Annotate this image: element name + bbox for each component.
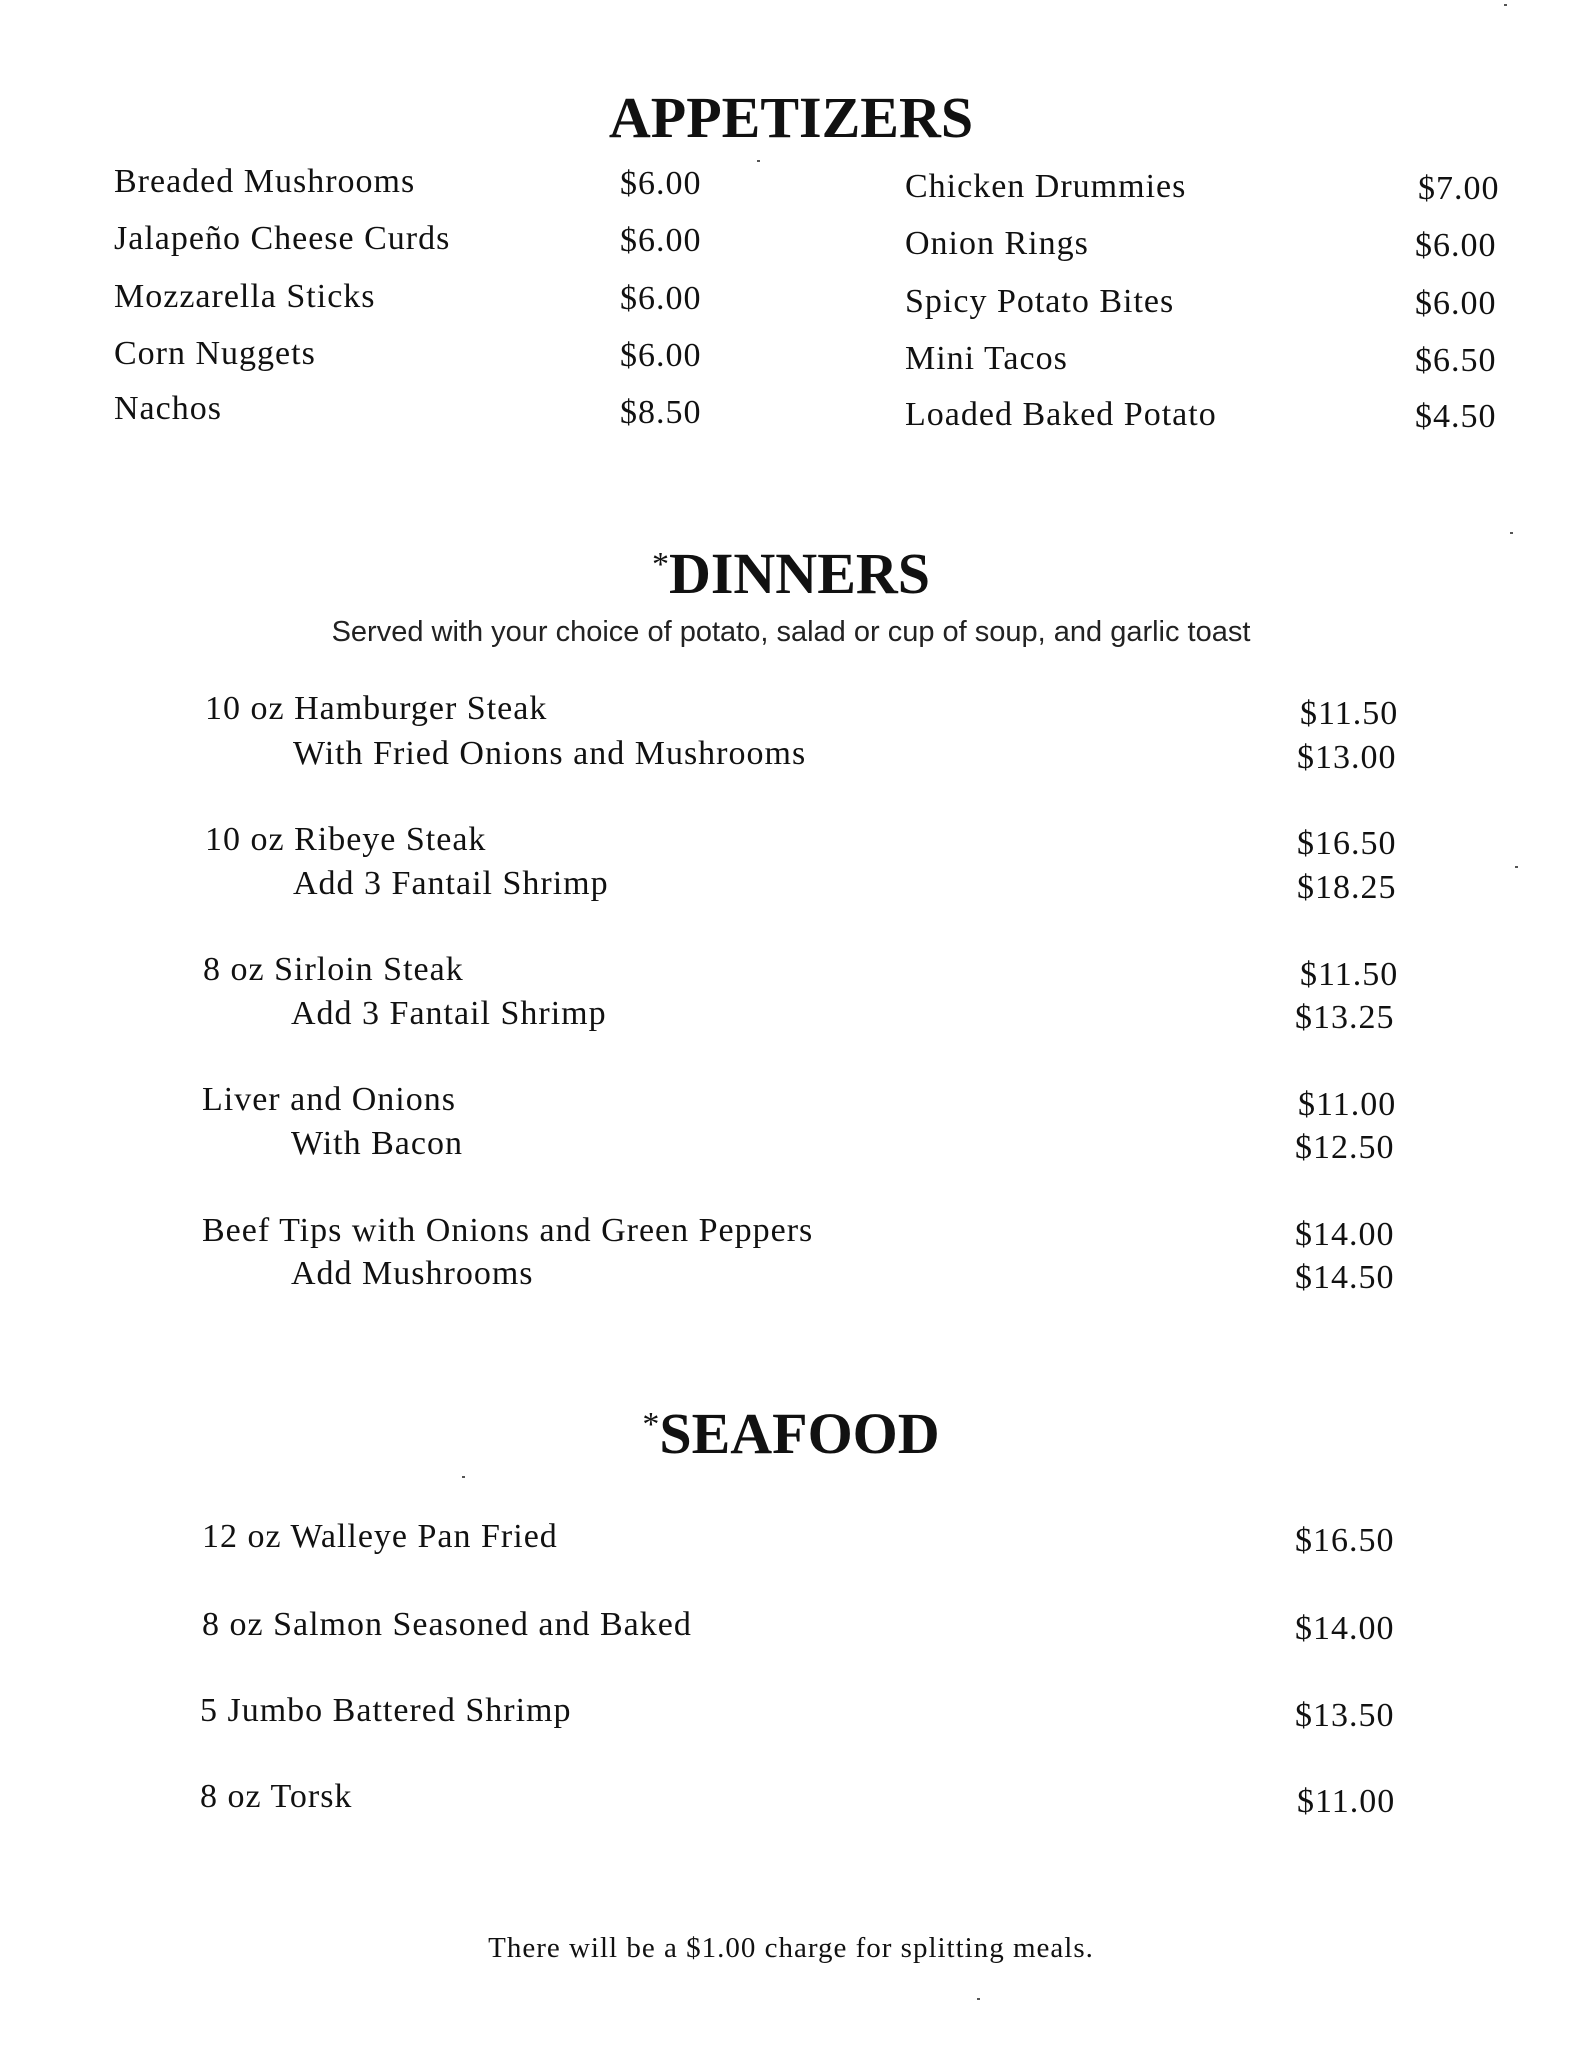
seafood-name: 12 oz Walleye Pan Fried (202, 1518, 558, 1555)
seafood-price: $11.00 (1297, 1783, 1396, 1820)
scan-speck (977, 1998, 980, 2000)
appetizer-price: $4.50 (1415, 398, 1497, 435)
appetizer-price: $6.00 (620, 222, 702, 259)
appetizer-price: $6.00 (620, 337, 702, 374)
seafood-heading-text: SEAFOOD (659, 1401, 940, 1466)
seafood-heading (0, 1400, 1582, 1467)
appetizer-price: $8.50 (620, 394, 702, 431)
scan-speck (462, 1476, 465, 1478)
dinners-heading (0, 540, 1582, 607)
dinner-option: Add 3 Fantail Shrimp (291, 995, 607, 1032)
dinner-option-price: $12.50 (1295, 1129, 1395, 1166)
dinner-name: 10 oz Ribeye Steak (205, 821, 487, 858)
appetizer-name: Mini Tacos (905, 340, 1068, 377)
dinner-option: Add 3 Fantail Shrimp (293, 865, 609, 902)
dinner-price: $11.50 (1300, 695, 1399, 732)
appetizer-price: $6.50 (1415, 342, 1497, 379)
dinner-option-price: $13.00 (1297, 739, 1397, 776)
appetizer-price: $6.00 (620, 165, 702, 202)
appetizer-name: Breaded Mushrooms (114, 163, 416, 200)
dinner-option-price: $13.25 (1295, 999, 1395, 1036)
scan-speck (1515, 866, 1518, 868)
appetizer-price: $6.00 (620, 280, 702, 317)
appetizer-name: Onion Rings (905, 225, 1089, 262)
dinner-price: $14.00 (1295, 1216, 1395, 1253)
dinner-name: 10 oz Hamburger Steak (205, 690, 548, 727)
seafood-name: 5 Jumbo Battered Shrimp (200, 1692, 572, 1729)
appetizer-price: $6.00 (1415, 285, 1497, 322)
appetizer-name: Corn Nuggets (114, 335, 316, 372)
dinners-heading-text: DINNERS (668, 541, 931, 606)
appetizer-price: $7.00 (1418, 170, 1500, 207)
dinner-name: Liver and Onions (202, 1081, 456, 1118)
appetizer-name: Mozzarella Sticks (114, 278, 376, 315)
seafood-name: 8 oz Torsk (200, 1778, 353, 1815)
appetizer-name: Nachos (114, 390, 222, 427)
dinner-name: Beef Tips with Onions and Green Peppers (202, 1212, 814, 1249)
scan-speck (757, 160, 760, 162)
dinner-price: $11.50 (1300, 956, 1399, 993)
seafood-price: $14.00 (1295, 1610, 1395, 1647)
dinner-name: 8 oz Sirloin Steak (203, 951, 464, 988)
splitting-charge-note: There will be a $1.00 charge for splitting meals. (488, 1932, 1094, 1964)
seafood-price: $16.50 (1295, 1522, 1395, 1559)
dinner-option: With Fried Onions and Mushrooms (293, 735, 807, 772)
dinner-option-price: $14.50 (1295, 1259, 1395, 1296)
asterisk: * (642, 1406, 660, 1443)
seafood-name: 8 oz Salmon Seasoned and Baked (202, 1606, 692, 1643)
asterisk: * (651, 546, 669, 583)
dinners-subtitle: Served with your choice of potato, salad or cup of soup, and garlic toast (331, 616, 1251, 648)
appetizer-name: Loaded Baked Potato (905, 396, 1217, 433)
dinner-option-price: $18.25 (1297, 869, 1397, 906)
scan-speck (1504, 4, 1507, 6)
appetizer-name: Spicy Potato Bites (905, 283, 1175, 320)
appetizers-heading: APPETIZERS (608, 85, 974, 150)
seafood-price: $13.50 (1295, 1697, 1395, 1734)
dinner-option: Add Mushrooms (291, 1255, 534, 1292)
appetizer-name: Chicken Drummies (905, 168, 1187, 205)
appetizer-name: Jalapeño Cheese Curds (114, 220, 451, 257)
appetizer-price: $6.00 (1415, 227, 1497, 264)
scan-speck (1510, 532, 1513, 534)
dinner-price: $16.50 (1297, 825, 1397, 862)
dinner-option: With Bacon (291, 1125, 463, 1162)
dinner-price: $11.00 (1298, 1086, 1397, 1123)
